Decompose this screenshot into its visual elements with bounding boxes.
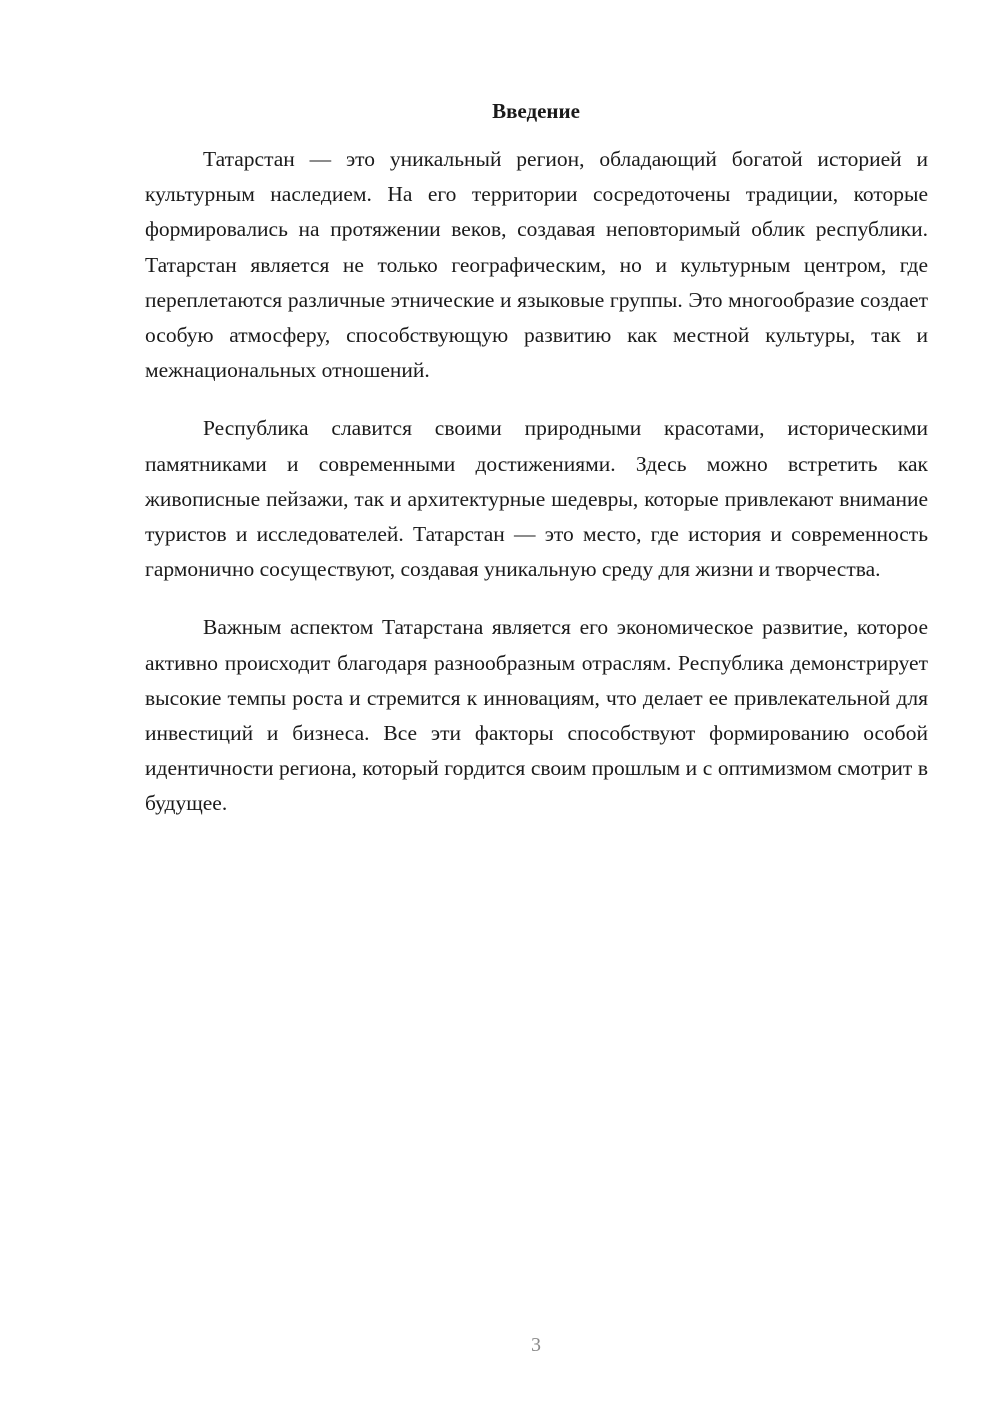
section-title: Введение: [492, 99, 580, 123]
page-number: 3: [531, 1334, 541, 1356]
paragraph-intro: Татарстан — это уникальный регион, обладающий богатой историей и культурным наследием. На его территории сосредоточены традиции, которые формировались на протяжении веков, создавая неповторимый облик республики. Татарстан является не только географическим, но и культурным центром, где переплетаются различные этнические и языковые группы. Это многообразие создает особую атмосферу, способствующую развитию как местной культуры, так и межнациональных отношений.: [145, 147, 928, 383]
paragraph-nature-history: Республика славится своими природными красотами, историческими памятниками и современными достижениями. Здесь можно встретить как живописные пейзажи, так и архитектурные шедевры, которые привлекают внимание туристов и исследователей. Татарстан — это место, где история и современность гармонично сосуществуют, создавая уникальную среду для жизни и творчества.: [145, 416, 928, 582]
paragraph-economy: Важным аспектом Татарстана является его экономическое развитие, которое активно происходит благодаря разнообразным отраслям. Республика демонстрирует высокие темпы роста и стремится к инновациям, что делает ее привлекательной для инвестиций и бизнеса. Все эти факторы способствуют формированию особой идентичности региона, который гордится своим прошлым и с оптимизмом смотрит в будущее.: [145, 615, 928, 816]
body-text: [145, 142, 928, 845]
